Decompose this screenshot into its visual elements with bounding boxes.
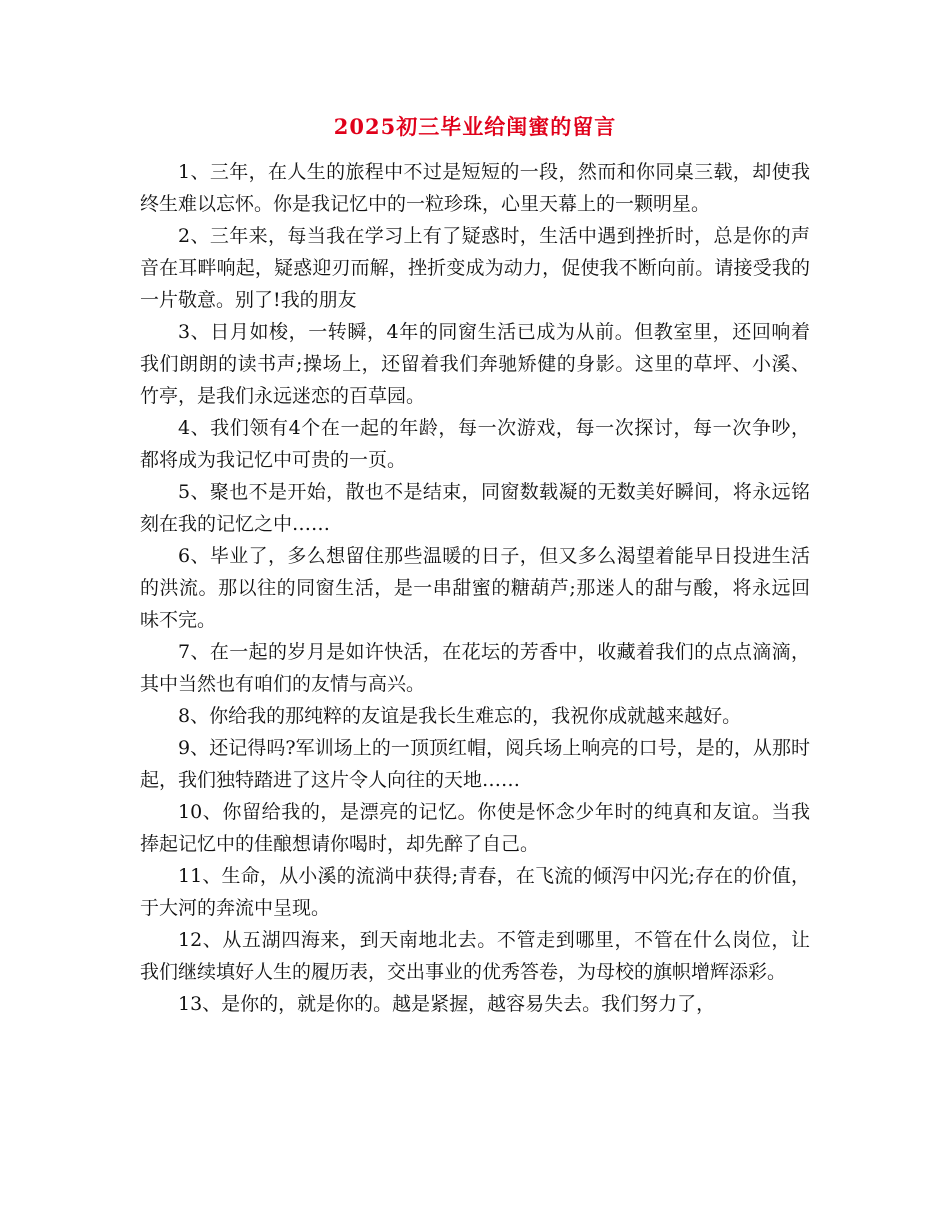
paragraph-2: 2、三年来，每当我在学习上有了疑惑时，生活中遇到挫折时，总是你的声音在耳畔响起，疑惑迎刃而解，挫折变成为动力，促使我不断向前。请接受我的一片敬意。别了!我的朋友 <box>140 225 810 311</box>
paragraph-list <box>140 156 950 1020</box>
page-title: 2025初三毕业给闺蜜的留言 <box>333 114 617 139</box>
paragraph-5: 5、聚也不是开始，散也不是结束，同窗数载凝的无数美好瞬间，将永远铭刻在我的记忆之中…… <box>140 481 810 535</box>
paragraph-3: 3、日月如梭，一转瞬，4年的同窗生活已成为从前。但教室里，还回响着我们朗朗的读书声;操场上，还留着我们奔驰矫健的身影。这里的草坪、小溪、竹亭，是我们永远迷恋的百草园。 <box>140 321 810 407</box>
paragraph-11: 11、生命，从小溪的流淌中获得;青春，在飞流的倾泻中闪光;存在的价值，于大河的奔流中呈现。 <box>140 865 810 919</box>
paragraph-12: 12、从五湖四海来，到天南地北去。不管走到哪里，不管在什么岗位，让我们继续填好人生的履历表，交出事业的优秀答卷，为母校的旗帜增辉添彩。 <box>140 929 810 983</box>
paragraph-9: 9、还记得吗?军训场上的一顶顶红帽，阅兵场上响亮的口号，是的，从那时起，我们独特踏进了这片令人向往的天地…… <box>140 737 810 791</box>
paragraph-6: 6、毕业了，多么想留住那些温暖的日子，但又多么渴望着能早日投进生活的洪流。那以往的同窗生活，是一串甜蜜的糖葫芦;那迷人的甜与酸，将永远回味不完。 <box>140 545 810 631</box>
paragraph-8: 8、你给我的那纯粹的友谊是我长生难忘的，我祝你成就越来越好。 <box>178 705 742 727</box>
paragraph-4: 4、我们领有4个在一起的年龄，每一次游戏，每一次探讨，每一次争吵，都将成为我记忆中可贵的一页。 <box>140 417 810 471</box>
paragraph-13: 13、是你的，就是你的。越是紧握，越容易失去。我们努力了， <box>178 993 716 1015</box>
paragraph-7: 7、在一起的岁月是如许快活，在花坛的芳香中，收藏着我们的点点滴滴，其中当然也有咱们的友情与高兴。 <box>140 641 810 695</box>
paragraph-10: 10、你留给我的，是漂亮的记忆。你使是怀念少年时的纯真和友谊。当我捧起记忆中的佳酿想请你喝时，却先醉了自己。 <box>140 801 810 855</box>
paragraph-1: 1、三年，在人生的旅程中不过是短短的一段，然而和你同桌三载，却使我终生难以忘怀。你是我记忆中的一粒珍珠，心里天幕上的一颗明星。 <box>140 161 810 215</box>
